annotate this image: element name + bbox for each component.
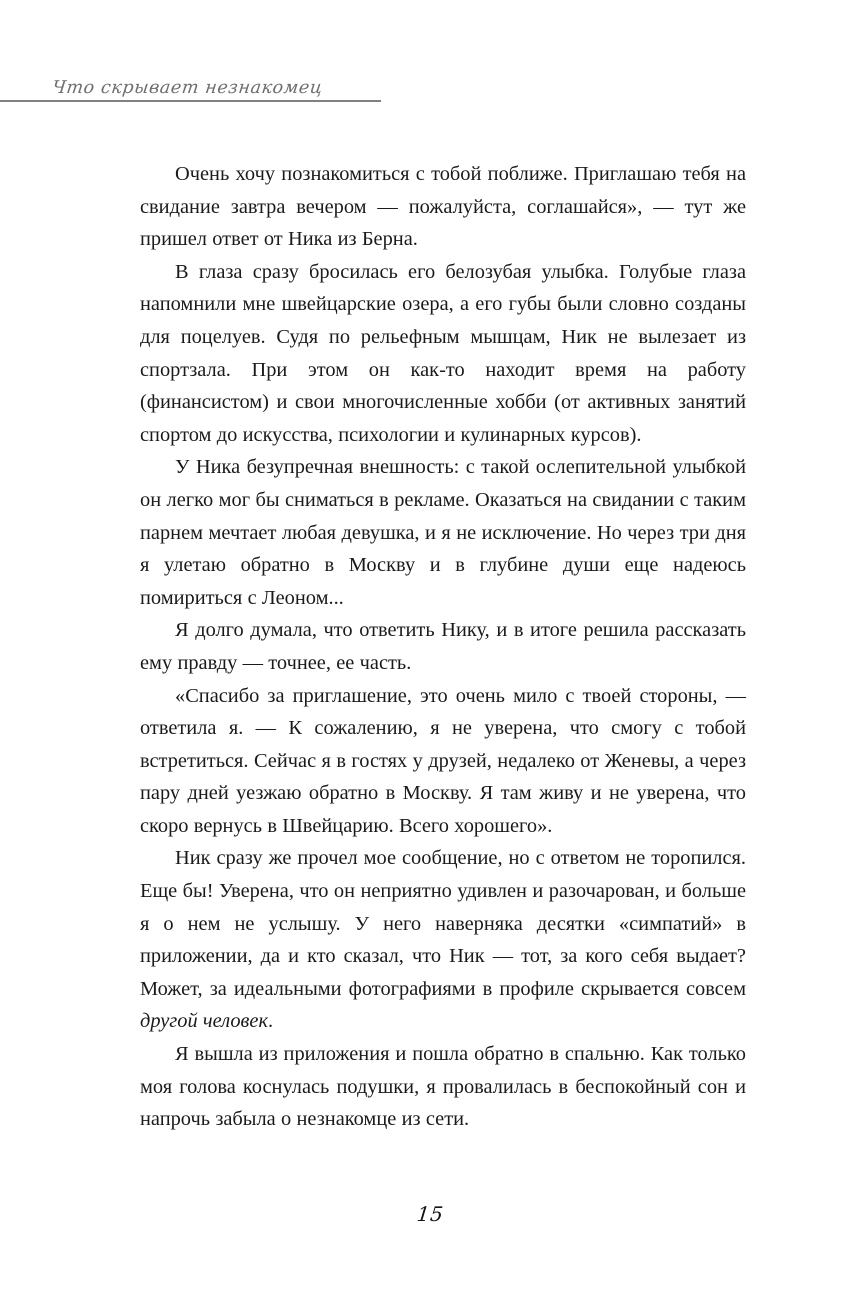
paragraph-text-before-italic: Ник сразу же прочел мое сообщение, но с ответом не торопился. Еще бы! Уверена, что он неприятно удивлен и разочарован, и больше я о нем не услышу. У него наверняка десятки «симпатий» в приложении, да и кто сказал, что Ник — тот, за кого себя выдает? Может, за идеальными фотографиями в профиле скрывается совсем <box>140 847 746 1000</box>
body-text-column <box>140 158 746 1136</box>
paragraph: У Ника безупречная внешность: с такой ослепительной улыбкой он легко мог бы сниматься в рекламе. Оказаться на свидании с таким парнем мечтает любая девушка, и я не исключение. Но через три дня я улетаю обратно в Москву и в глубине души еще надеюсь помириться с Леоном... <box>140 456 746 609</box>
paragraph: В глаза сразу бросилась его белозубая улыбка. Голубые глаза напомнили мне швейцарские озера, а его губы были словно созданы для поцелуев. Судя по рельефным мышцам, Ник не вылезает из спортзала. При этом он как-то находит время на работу (финансистом) и свои многочисленные хобби (от активных занятий спортом до искусства, психологии и кулинарных курсов). <box>140 260 746 446</box>
paragraph-italic-phrase: другой человек <box>140 1010 268 1033</box>
page-number: 15 <box>415 1202 445 1226</box>
running-head-title: Что скрывает незнакомец <box>51 78 324 98</box>
running-head <box>0 62 381 104</box>
paragraph: Очень хочу познакомиться с тобой поближе. Приглашаю тебя на свидание завтра вечером — пожалуйста, соглашайся», — тут же пришел ответ от Ника из Берна. <box>140 163 746 251</box>
paragraph: «Спасибо за приглашение, это очень мило с твоей стороны, — ответила я. — К сожалению, я не уверена, что смогу с тобой встретиться. Сейчас я в гостях у друзей, недалеко от Женевы, а через пару дней уезжаю обратно в Москву. Я там живу и не уверена, что скоро вернусь в Швейцарию. Всего хорошего». <box>140 684 746 837</box>
paragraph: Я вышла из приложения и пошла обратно в спальню. Как только моя голова коснулась подушки, я провалилась в беспокойный сон и напрочь забыла о незнакомце из сети. <box>140 1043 746 1131</box>
running-head-rule <box>0 100 381 102</box>
folio <box>0 1202 860 1226</box>
paragraph-with-italic <box>140 842 746 1038</box>
paragraph: Я долго думала, что ответить Нику, и в итоге решила рассказать ему правду — точнее, ее часть. <box>140 619 746 674</box>
paragraph-text-after-italic: . <box>267 1010 274 1033</box>
